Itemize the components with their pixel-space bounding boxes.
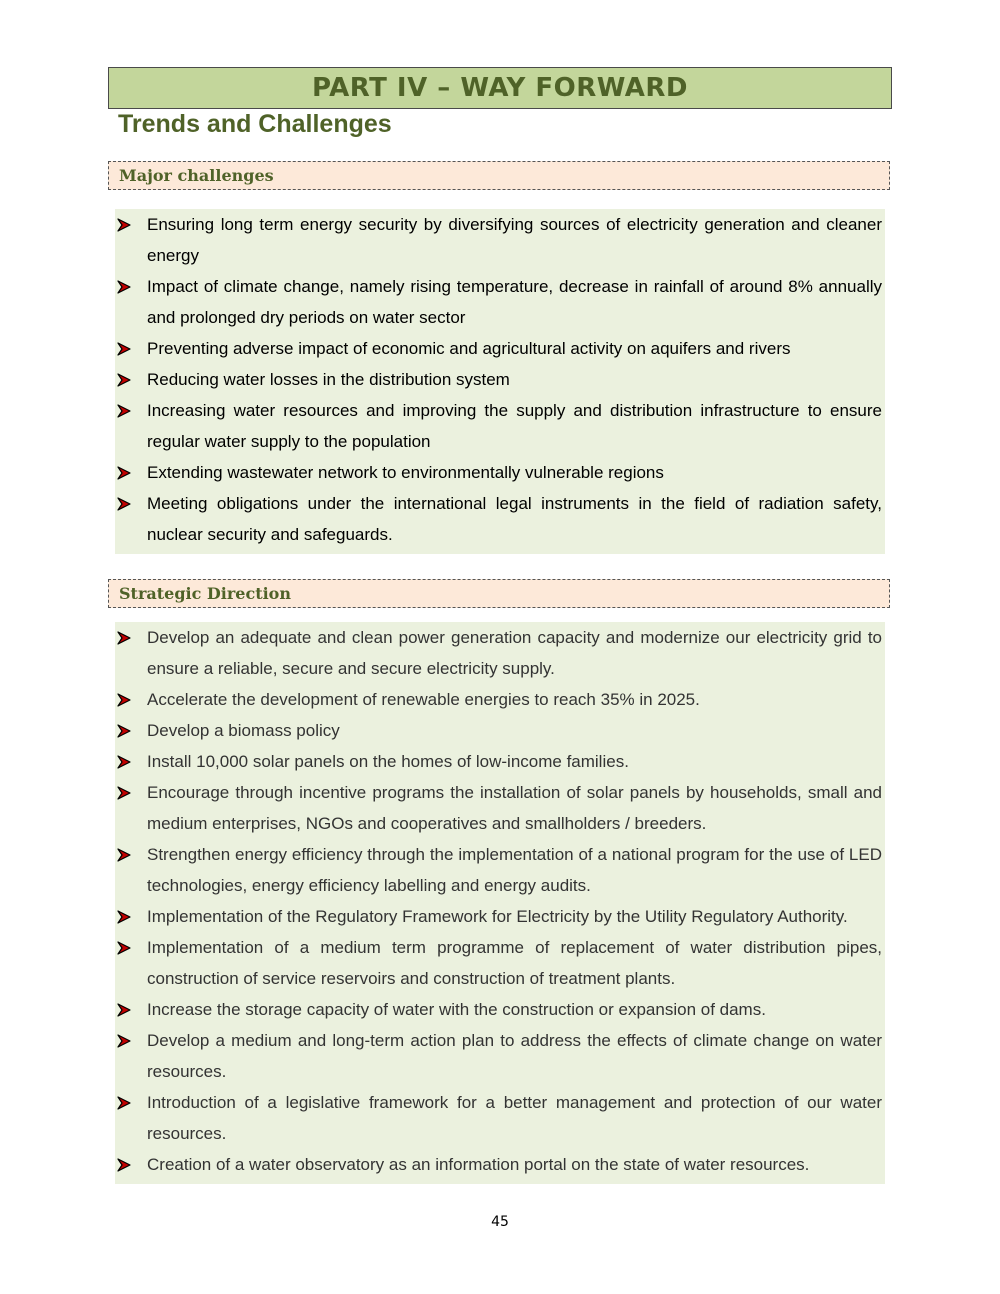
- list-item-text: Encourage through incentive programs the installation of solar panels by households, small and medium enterprises, NGOs and cooperatives and smallholders / breeders.: [147, 783, 882, 833]
- list-item-text: Extending wastewater network to environmentally vulnerable regions: [147, 463, 664, 482]
- major-list-item: [115, 488, 882, 550]
- strategic-list-item: [115, 932, 882, 994]
- list-item-text: Develop a biomass policy: [147, 721, 340, 740]
- major-challenges-label: Major challenges: [119, 166, 274, 185]
- arrow-bullet-icon: [117, 848, 131, 862]
- list-item-text: Increasing water resources and improving the supply and distribution infrastructure to ensure regular water supply to the population: [147, 401, 882, 451]
- arrow-bullet-icon: [117, 1034, 131, 1048]
- part-banner: [108, 67, 892, 109]
- arrow-bullet-icon: [117, 280, 131, 294]
- part-title: PART IV – WAY FORWARD: [312, 73, 688, 103]
- arrow-bullet-icon: [117, 373, 131, 387]
- list-item-text: Reducing water losses in the distribution system: [147, 370, 510, 389]
- page-number: 45: [491, 1214, 509, 1230]
- arrow-bullet-icon: [117, 786, 131, 800]
- arrow-bullet-icon: [117, 1096, 131, 1110]
- major-list-item: [115, 333, 882, 364]
- strategic-direction-list: [115, 622, 885, 1184]
- arrow-bullet-icon: [117, 218, 131, 232]
- list-item-text: Develop an adequate and clean power generation capacity and modernize our electricity grid to ensure a reliable, secure and secure electricity supply.: [147, 628, 882, 678]
- strategic-list-item: [115, 777, 882, 839]
- section-title: Trends and Challenges: [118, 110, 392, 138]
- list-item-text: Develop a medium and long-term action plan to address the effects of climate change on water resources.: [147, 1031, 882, 1081]
- strategic-list-item: [115, 839, 882, 901]
- arrow-bullet-icon: [117, 631, 131, 645]
- list-item-text: Implementation of the Regulatory Framework for Electricity by the Utility Regulatory Authority.: [147, 907, 848, 926]
- arrow-bullet-icon: [117, 755, 131, 769]
- strategic-list-item: [115, 1025, 882, 1087]
- list-item-text: Introduction of a legislative framework for a better management and protection of our water resources.: [147, 1093, 882, 1143]
- list-item-text: Ensuring long term energy security by diversifying sources of electricity generation and cleaner energy: [147, 215, 882, 265]
- major-list-item: [115, 271, 882, 333]
- strategic-list-item: [115, 684, 882, 715]
- list-item-text: Accelerate the development of renewable energies to reach 35% in 2025.: [147, 690, 700, 709]
- arrow-bullet-icon: [117, 941, 131, 955]
- major-list-item: [115, 395, 882, 457]
- list-item-text: Increase the storage capacity of water with the construction or expansion of dams.: [147, 1000, 766, 1019]
- arrow-bullet-icon: [117, 724, 131, 738]
- major-challenges-list: [115, 209, 885, 554]
- strategic-direction-label: Strategic Direction: [119, 584, 291, 603]
- arrow-bullet-icon: [117, 497, 131, 511]
- major-list-item: [115, 457, 882, 488]
- list-item-text: Strengthen energy efficiency through the implementation of a national program for the use of LED technologies, energy efficiency labelling and energy audits.: [147, 845, 882, 895]
- arrow-bullet-icon: [117, 1003, 131, 1017]
- strategic-list-item: [115, 1149, 882, 1180]
- arrow-bullet-icon: [117, 910, 131, 924]
- major-challenges-header: [108, 161, 890, 190]
- strategic-direction-header: [108, 579, 890, 608]
- major-list-item: [115, 364, 882, 395]
- strategic-list-item: [115, 994, 882, 1025]
- arrow-bullet-icon: [117, 693, 131, 707]
- strategic-list-item: [115, 715, 882, 746]
- list-item-text: Meeting obligations under the international legal instruments in the field of radiation safety, nuclear security and safeguards.: [147, 494, 882, 544]
- arrow-bullet-icon: [117, 466, 131, 480]
- arrow-bullet-icon: [117, 342, 131, 356]
- list-item-text: Install 10,000 solar panels on the homes of low-income families.: [147, 752, 629, 771]
- list-item-text: Preventing adverse impact of economic and agricultural activity on aquifers and rivers: [147, 339, 791, 358]
- arrow-bullet-icon: [117, 1158, 131, 1172]
- strategic-list-item: [115, 622, 882, 684]
- strategic-list-item: [115, 746, 882, 777]
- arrow-bullet-icon: [117, 404, 131, 418]
- list-item-text: Implementation of a medium term programme of replacement of water distribution pipes, construction of service reservoirs and construction of treatment plants.: [147, 938, 882, 988]
- strategic-list-item: [115, 1087, 882, 1149]
- list-item-text: Impact of climate change, namely rising temperature, decrease in rainfall of around 8% annually and prolonged dry periods on water sector: [147, 277, 882, 327]
- list-item-text: Creation of a water observatory as an information portal on the state of water resources.: [147, 1155, 810, 1174]
- major-list-item: [115, 209, 882, 271]
- strategic-list-item: [115, 901, 882, 932]
